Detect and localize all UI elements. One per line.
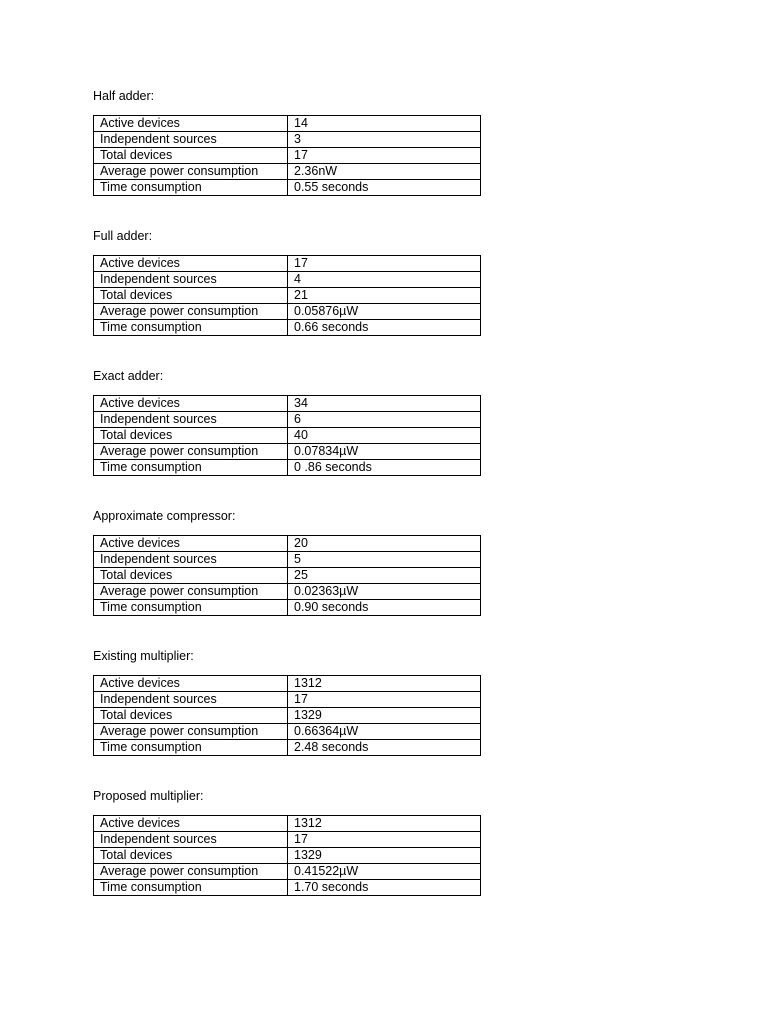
row-label: Independent sources [94,132,288,148]
stats-table [93,395,481,476]
table-row [94,692,481,708]
section-title: Existing multiplier: [93,649,194,663]
existing-multiplier-section [93,640,493,780]
exact-adder-section [93,360,493,500]
row-label: Independent sources [94,272,288,288]
table-row [94,864,481,880]
row-value: 1.70 seconds [288,880,481,896]
table-row [94,412,481,428]
stats-table [93,255,481,336]
row-value: 6 [288,412,481,428]
row-value: 1329 [288,848,481,864]
table-row [94,304,481,320]
row-value: 25 [288,568,481,584]
row-label: Active devices [94,676,288,692]
row-value: 1312 [288,676,481,692]
stats-table [93,675,481,756]
table-row [94,320,481,336]
table-row [94,256,481,272]
table-row [94,536,481,552]
row-label: Average power consumption [94,864,288,880]
row-value: 17 [288,832,481,848]
table-row [94,180,481,196]
row-label: Total devices [94,568,288,584]
row-value: 0.90 seconds [288,600,481,616]
row-label: Total devices [94,148,288,164]
approximate-compressor-section [93,500,493,640]
row-label: Total devices [94,708,288,724]
section-title: Proposed multiplier: [93,789,204,803]
row-value: 20 [288,536,481,552]
stats-table [93,535,481,616]
table-row [94,272,481,288]
row-label: Time consumption [94,180,288,196]
table-row [94,164,481,180]
row-label: Average power consumption [94,584,288,600]
table-row [94,880,481,896]
row-value: 0.02363µW [288,584,481,600]
row-label: Time consumption [94,600,288,616]
row-label: Independent sources [94,832,288,848]
table-row [94,600,481,616]
row-label: Time consumption [94,880,288,896]
row-value: 17 [288,256,481,272]
row-label: Time consumption [94,740,288,756]
row-label: Average power consumption [94,164,288,180]
row-label: Active devices [94,816,288,832]
table-row [94,740,481,756]
table-row [94,460,481,476]
table-row [94,116,481,132]
row-value: 0.07834µW [288,444,481,460]
row-value: 34 [288,396,481,412]
row-value: 17 [288,148,481,164]
table-row [94,584,481,600]
section-title: Approximate compressor: [93,509,236,523]
row-value: 0.66364µW [288,724,481,740]
row-label: Total devices [94,848,288,864]
table-row [94,396,481,412]
row-value: 0.66 seconds [288,320,481,336]
document-page [93,80,493,920]
table-row [94,132,481,148]
table-row [94,148,481,164]
table-row [94,816,481,832]
table-row [94,708,481,724]
row-label: Total devices [94,288,288,304]
table-row [94,428,481,444]
row-value: 0.05876µW [288,304,481,320]
table-row [94,724,481,740]
row-value: 0.41522µW [288,864,481,880]
row-value: 14 [288,116,481,132]
row-value: 3 [288,132,481,148]
table-row [94,832,481,848]
row-label: Independent sources [94,552,288,568]
row-value: 0 .86 seconds [288,460,481,476]
row-value: 1329 [288,708,481,724]
row-label: Active devices [94,116,288,132]
row-value: 21 [288,288,481,304]
row-value: 4 [288,272,481,288]
row-label: Time consumption [94,460,288,476]
row-label: Time consumption [94,320,288,336]
proposed-multiplier-section [93,780,493,920]
section-title: Exact adder: [93,369,164,383]
table-row [94,444,481,460]
table-row [94,848,481,864]
table-row [94,676,481,692]
table-row [94,568,481,584]
row-value: 40 [288,428,481,444]
section-title: Half adder: [93,89,155,103]
table-row [94,288,481,304]
row-label: Average power consumption [94,444,288,460]
row-value: 2.36nW [288,164,481,180]
row-label: Active devices [94,256,288,272]
row-value: 5 [288,552,481,568]
row-label: Total devices [94,428,288,444]
row-label: Average power consumption [94,724,288,740]
row-label: Active devices [94,396,288,412]
stats-table [93,115,481,196]
row-label: Average power consumption [94,304,288,320]
half-adder-section [93,80,493,220]
row-value: 17 [288,692,481,708]
row-value: 0.55 seconds [288,180,481,196]
full-adder-section [93,220,493,360]
row-value: 2.48 seconds [288,740,481,756]
row-label: Independent sources [94,692,288,708]
row-value: 1312 [288,816,481,832]
stats-table [93,815,481,896]
row-label: Independent sources [94,412,288,428]
row-label: Active devices [94,536,288,552]
table-row [94,552,481,568]
section-title: Full adder: [93,229,153,243]
